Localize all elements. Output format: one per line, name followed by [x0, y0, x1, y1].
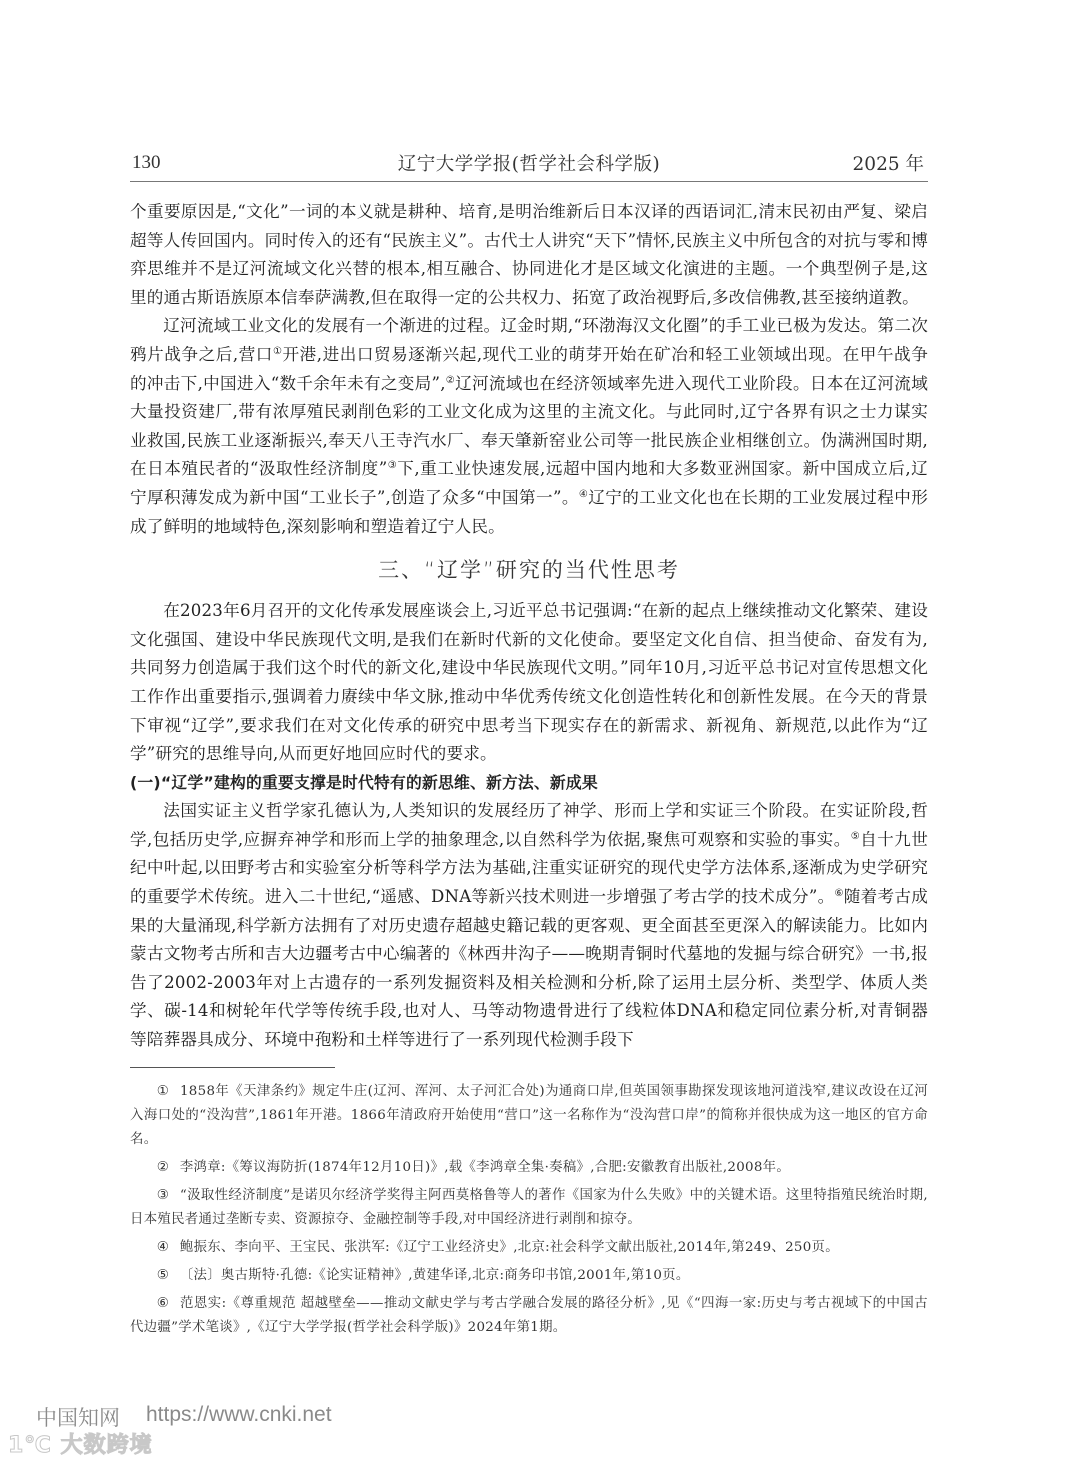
- paragraph-1: 个重要原因是,“文化”一词的本义就是耕种、培育,是明治维新后日本汉译的西语词汇,清末民初由严复、梁启超等人传回国内。同时传入的还有“民族主义”。古代士人讲究“天下”情怀,民族主义中所包含的对抗与零和博弈思维并不是辽河流域文化兴替的根本,相互融合、协同进化才是区域文化演进的主题。一个典型例子是,这里的通古斯语族原本信奉萨满教,但在取得一定的公共权力、拓宽了政治视野后,多改信佛教,甚至接纳道教。: [130, 202, 928, 307]
- footnote-ref-3[interactable]: ③: [387, 460, 398, 472]
- watermark-logo-icon: 1℃ 大数跨境: [8, 1433, 153, 1458]
- text-run: 辽河流域也在经济领域率先进入现代工业阶段。日本在辽河流域大量投资建厂,带有浓厚殖民剥削色彩的工业文化成为这里的主流文化。与此同时,辽宁各界有识之士力谋实业救国,民族工业逐渐振兴,奉天八王寺汽水厂、奉天肇新窑业公司等一批民族企业相继创立。伪满洲国时期,在日本殖民者的“汲取性经济制度”: [130, 373, 928, 479]
- footnote-separator: [130, 1067, 335, 1068]
- footnote-ref-5[interactable]: ⑤: [850, 830, 861, 842]
- footnote-text: “汲取性经济制度”是诺贝尔经济学奖得主阿西莫格鲁等人的著作《国家为什么失败》中的关键术语。这里特指殖民统治时期,日本殖民者通过垄断专卖、资源掠夺、金融控制等手段,对中国经济进行剥削和掠夺。: [130, 1188, 928, 1227]
- footnote-2: [130, 1156, 928, 1180]
- footnote-3: [130, 1184, 928, 1232]
- footnote-text: 1858年《天津条约》规定牛庄(辽河、浑河、太子河汇合处)为通商口岸,但英国领事勘探发现该地河道浅窄,建议改设在辽河入海口处的“没沟营”,1861年开港。1866年清政府开始使用“营口”这一名称作为“没沟营口岸”的简称并很快成为这一地区的官方命名。: [130, 1084, 929, 1147]
- footnote-1: [130, 1080, 928, 1152]
- paragraph-2: [130, 312, 928, 541]
- cnki-url[interactable]: https://www.cnki.net: [146, 1403, 332, 1426]
- footnote-6: [130, 1292, 928, 1340]
- text-run: 开港,进出口贸易逐渐兴起,现代工业的萌芽开始在矿冶和轻工业领域出现。在甲午战争的冲击下,中国进入“数千余年未有之变局”,: [130, 344, 928, 393]
- text-run: 下,重工业快速发展,远超中国内地和大多数亚洲国家。新中国成立后,辽宁厚积薄发成为新中国“工业长子”,创造了众多“中国第一”。: [130, 459, 928, 507]
- text-run: 辽河流域工业文化的发展有一个渐进的过程。辽金时期,“环渤海汉文化圈”的手工业已极为发达。第二次鸦片战争之后,营口: [130, 316, 928, 364]
- journal-title: 辽宁大学学报(哲学社会科学版): [397, 154, 661, 175]
- footnote-ref-1[interactable]: ①: [272, 345, 283, 357]
- footnote-marker: ②: [156, 1160, 170, 1175]
- footnote-text: 范恩实:《尊重规范 超越壁垒——推动文献史学与考古学融合发展的路径分析》,见《“四海一家:历史与考古视域下的中国古代边疆”学术笔谈》,《辽宁大学学报(哲学社会科学版)》2024年第1期。: [130, 1296, 928, 1335]
- running-head: [130, 150, 928, 178]
- cnki-label: 中国知网: [36, 1406, 120, 1430]
- text-run: 辽宁的工业文化也在长期的工业发展过程中形成了鲜明的地域特色,深刻影响和塑造着辽宁人民。: [130, 487, 929, 536]
- subsection-title: (一)“辽学”建构的重要支撑是时代特有的新思维、新方法、新成果: [130, 772, 598, 792]
- footnote-text: 〔法〕奥古斯特·孔德:《论实证精神》,黄建华译,北京:商务印书馆,2001年,第10页。: [179, 1268, 690, 1283]
- page-number: 130: [132, 152, 161, 173]
- publication-year: 2025 年: [852, 154, 924, 175]
- footnote-4: [130, 1236, 928, 1260]
- paragraph-3: 在2023年6月召开的文化传承发展座谈会上,习近平总书记强调:“在新的起点上继续推动文化繁荣、建设文化强国、建设中华民族现代文明,是我们在新时代新的文化使命。要坚定文化自信、担当使命、奋发有为,共同努力创造属于我们这个时代的新文化,建设中华民族现代文明。”同年10月,习近平总书记对宣传思想文化工作作出重要指示,强调着力赓续中华文脉,推动中华优秀传统文化创造性转化和创新性发展。在今天的背景下审视“辽学”,要求我们在对文化传承的研究中思考当下现实存在的新需求、新视角、新规范,以此作为“辽学”研究的思维导向,从而更好地回应时代的要求。: [130, 601, 928, 764]
- source-watermark: [0, 1400, 400, 1458]
- footnote-ref-2[interactable]: ②: [445, 374, 456, 386]
- footnote-marker: ③: [156, 1188, 170, 1203]
- footnote-ref-6[interactable]: ⑥: [834, 888, 844, 900]
- text-run: 法国实证主义哲学家孔德认为,人类知识的发展经历了神学、形而上学和实证三个阶段。在实证阶段,哲学,包括历史学,应摒弃神学和形而上学的抽象理念,以自然科学为依据,聚焦可观察和实验的事实。: [130, 801, 928, 849]
- footnote-5: [130, 1264, 928, 1288]
- text-run: 自十九世纪中叶起,以田野考古和实验室分析等科学方法为基础,注重实证研究的现代史学方法体系,逐渐成为史学研究的重要学术传统。进入二十世纪,“遥感、DNA等新兴技术则进一步增强了考古学的技术成分”。: [130, 829, 928, 907]
- footnote-marker: ④: [156, 1240, 170, 1255]
- article-body: [130, 198, 928, 1055]
- paragraph-4: [130, 797, 928, 1054]
- header-rule: [130, 181, 928, 182]
- footnote-marker: ⑥: [156, 1296, 170, 1311]
- text-run: 随着考古成果的大量涌现,科学新方法拥有了对历史遗存超越史籍记载的更客观、更全面甚至更深入的解读能力。比如内蒙古文物考古所和吉大边疆考古中心编著的《林西井沟子——晚期青铜时代墓地的发掘与综合研究》一书,报告了2002-2003年对上古遗存的一系列发掘资料及相关检测和分析,除了运用土层分析、类型学、体质人类学、碳-14和树轮年代学等传统手段,也对人、马等动物遗骨进行了线粒体DNA和稳定同位素分析,对青铜器等陪葬器具成分、环境中孢粉和土样等进行了一系列现代检测手段下: [130, 887, 929, 1050]
- footnote-marker: ⑤: [156, 1268, 170, 1283]
- footnote-ref-4[interactable]: ④: [578, 488, 589, 500]
- footnote-marker: ①: [156, 1084, 170, 1099]
- footnote-text: 李鸿章:《筹议海防折(1874年12月10日)》,载《李鸿章全集·奏稿》,合肥:安徽教育出版社,2008年。: [179, 1160, 791, 1175]
- footnotes: [130, 1080, 928, 1344]
- footnote-text: 鲍振东、李向平、王宝民、张洪军:《辽宁工业经济史》,北京:社会科学文献出版社,2014年,第249、250页。: [179, 1240, 839, 1255]
- section-title: 三、“辽学”研究的当代性思考: [378, 558, 680, 583]
